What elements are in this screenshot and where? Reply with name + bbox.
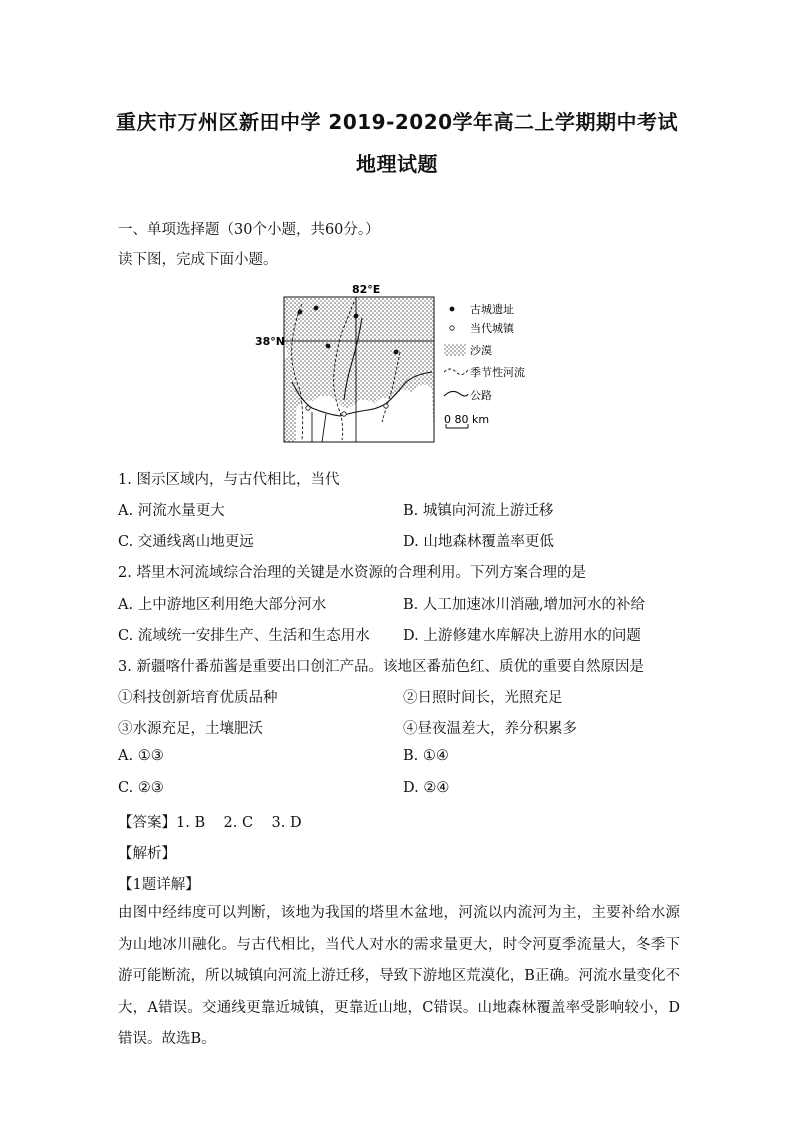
map-figure — [255, 282, 542, 444]
q1-option-b: B. 城镇向河流上游迁移 — [403, 503, 554, 519]
answer-line: 【答案】1. B 2. C 3. D — [118, 815, 302, 831]
document-subtitle: 地理试题 — [356, 152, 438, 176]
q3-statement-2: ②日照时间长，光照充足 — [403, 690, 563, 706]
q2-option-d: D. 上游修建水库解决上游用水的问题 — [403, 628, 641, 644]
section-heading: 一、单项选择题（30个小题，共60分。） — [118, 222, 380, 238]
q3-statement-1: ①科技创新培育优质品种 — [118, 690, 278, 706]
legend-road: 公路 — [470, 389, 492, 402]
q3-option-d: D. ②④ — [403, 780, 450, 796]
road-legend-icon — [444, 391, 468, 396]
latitude-label: 38°N — [255, 335, 286, 348]
town-legend-icon — [450, 326, 454, 330]
q1-stem: 1. 图示区域内，与古代相比，当代 — [118, 472, 340, 488]
legend-river: 季节性河流 — [470, 366, 525, 379]
explanation-paragraph: 由图中经纬度可以判断，该地为我国的塔里木盆地，河流以内流河为主，主要补给水源为山地冰川融化。与古代相比，当代人对水的需求量更大，时令河夏季流量大，冬季下游可能断流，所以城镇向河流上游迁移，导致下游地区荒漠化，B正确。河流水量变化不大，A错误。交通线更靠近城镇，更靠近山地，C错误。山地森林覆盖率受影响较小，D错误。故选B。 — [118, 905, 680, 1047]
q3-stem: 3. 新疆喀什番茄酱是重要出口创汇产品。该地区番茄色红、质优的重要自然原因是 — [118, 659, 644, 675]
q2-option-a: A. 上中游地区利用绝大部分河水 — [118, 597, 327, 613]
q2-stem: 2. 塔里木河流域综合治理的关键是水资源的合理利用。下列方案合理的是 — [118, 565, 586, 581]
longitude-label: 82°E — [352, 283, 381, 296]
legend-town: 当代城镇 — [470, 322, 514, 335]
legend-desert: 沙漠 — [470, 344, 492, 357]
q3-option-b: B. ①④ — [403, 748, 449, 764]
q2-option-c: C. 流域统一安排生产、生活和生态用水 — [118, 628, 370, 644]
ruin-legend-icon — [450, 307, 455, 312]
river-legend-icon — [444, 369, 468, 375]
scale-label: 0 80 km — [444, 413, 490, 426]
intro-text: 读下图，完成下面小题。 — [118, 252, 278, 268]
desert-legend-icon — [444, 344, 466, 356]
legend-ruin: 古城遗址 — [470, 303, 514, 316]
q3-option-c: C. ②③ — [118, 780, 164, 796]
document-title: 重庆市万州区新田中学 2019-2020学年高二上学期期中考试 — [115, 110, 679, 134]
q2-option-b: B. 人工加速冰川消融,增加河水的补给 — [403, 597, 645, 613]
q3-option-a: A. ①③ — [118, 748, 164, 764]
q3-statement-4: ④昼夜温差大，养分积累多 — [403, 721, 577, 737]
q3-statement-3: ③水源充足，土壤肥沃 — [118, 721, 263, 737]
detail-heading-1: 【1题详解】 — [118, 877, 200, 893]
q1-option-a: A. 河流水量更大 — [118, 503, 225, 519]
q1-option-d: D. 山地森林覆盖率更低 — [403, 534, 554, 550]
analysis-heading: 【解析】 — [118, 846, 176, 862]
q1-option-c: C. 交通线离山地更远 — [118, 534, 254, 550]
